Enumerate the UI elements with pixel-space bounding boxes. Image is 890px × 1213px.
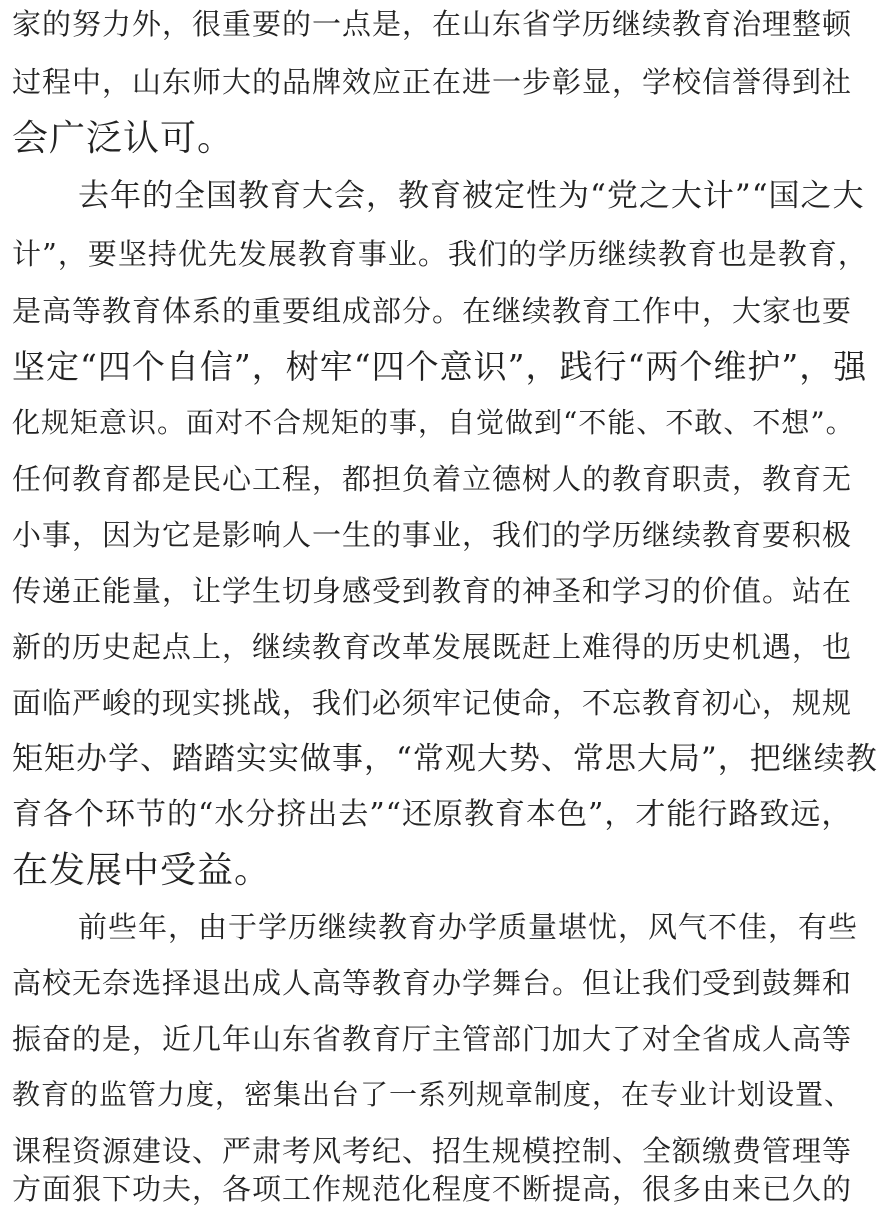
text-line: 化规矩意识。面对不合规矩的事，自觉做到“不能、不敢、不想”。 xyxy=(12,406,855,439)
text-line: 家的努力外，很重要的一点是，在山东省学历继续教育治理整顿 xyxy=(12,7,853,41)
text-line: 方面狠下功夫，各项工作规范化程度不断提高，很多由来已久的 xyxy=(12,1172,853,1206)
text-line: 任何教育都是民心工程，都担负着立德树人的教育职责，教育无 xyxy=(12,462,853,496)
paragraph-start-line: 前些年，由于学历继续教育办学质量堪忧，风气不佳，有些 xyxy=(78,910,859,944)
text-line: 计”，要坚持优先发展教育事业。我们的学历继续教育也是教育， xyxy=(12,237,868,271)
text-line: 新的历史起点上，继续教育改革发展既赶上难得的历史机遇，也 xyxy=(12,630,853,664)
text-line: 振奋的是，近几年山东省教育厅主管部门加大了对全省成人高等 xyxy=(12,1022,853,1056)
paragraph-start-line: 去年的全国教育大会，教育被定性为“党之大计”“国之大 xyxy=(78,178,865,214)
text-line: 小事，因为它是影响人一生的事业，我们的学历继续教育要积极 xyxy=(12,518,853,552)
text-line: 是高等教育体系的重要组成部分。在继续教育工作中，大家也要 xyxy=(12,294,853,328)
text-line: 教育的监管力度，密集出台了一系列规章制度，在专业计划设置、 xyxy=(12,1078,854,1111)
text-line: 育各个环节的“水分挤出去”“还原教育本色”，才能行路致远， xyxy=(12,797,853,832)
text-line: 传递正能量，让学生切身感受到教育的神圣和学习的价值。站在 xyxy=(12,574,853,608)
text-line: 矩矩办学、踏踏实实做事，“常观大势、常思大局”，把继续教 xyxy=(12,741,878,777)
text-line: 在发展中受益。 xyxy=(12,850,272,891)
text-line: 过程中，山东师大的品牌效应正在进一步彰显，学校信誉得到社 xyxy=(12,65,853,99)
text-line: 高校无奈选择退出成人高等教育办学舞台。但让我们受到鼓舞和 xyxy=(12,966,853,1000)
text-line: 会广泛认可。 xyxy=(12,118,235,159)
text-line: 坚定“四个自信”，树牢“四个意识”，践行“两个维护”，强 xyxy=(12,347,868,386)
text-line: 课程资源建设、严肃考风考纪、招生规模控制、全额缴费管理等 xyxy=(12,1134,853,1168)
text-line: 面临严峻的现实挑战，我们必须牢记使命，不忘教育初心，规规 xyxy=(12,686,853,720)
